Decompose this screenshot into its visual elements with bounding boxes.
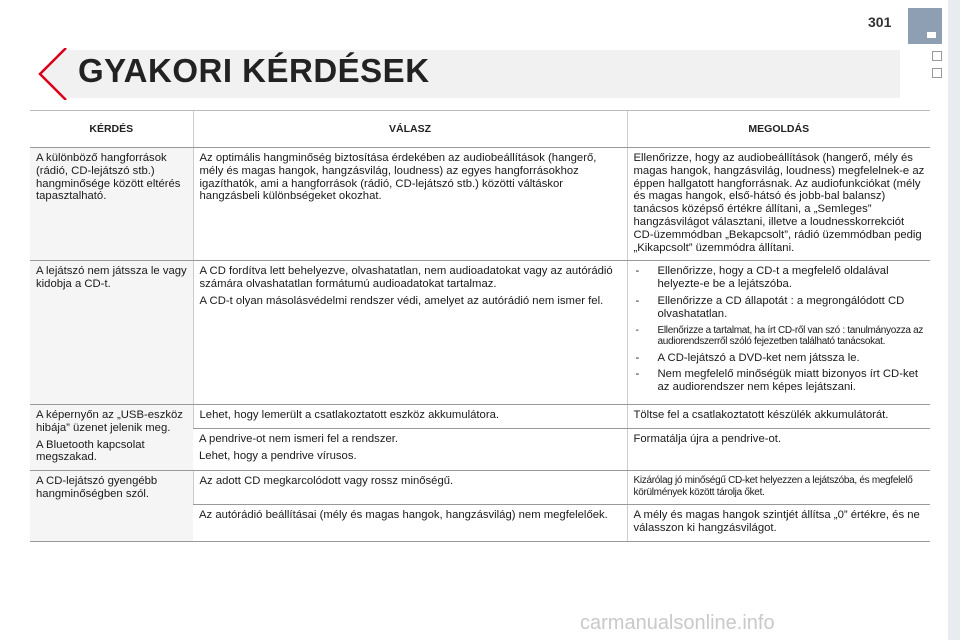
solution-list-item: - Ellenőrizze a tartalmat, ha írt CD-ről van szó : tanulmányozza az audiorendszerről szóló fejezetben található tanácsokat.	[634, 325, 927, 348]
side-checkbox-1	[932, 51, 942, 61]
answer-text: Lehet, hogy a pendrive vírusos.	[199, 450, 357, 463]
table-row	[30, 148, 930, 261]
answer-text: A CD fordítva lett behelyezve, olvashatatlan, nem audioadatokat vagy az autórádió számára olvashatatlan formátumú audioadatokat tartalmaz.	[199, 265, 613, 291]
header-question: KÉRDÉS	[30, 111, 193, 148]
solution-text: Formatálja újra a pendrive-ot.	[633, 433, 782, 446]
solution-text: Ellenőrizze, hogy az audiobeállítások (hangerő, mély és magas hangok, hangzásvilág, loudness) megfelelnek-e az éppen hallgatott hangforrásnak. Az audiofunkciókat (mély és magas hangok, első-hátsó és jobb-bal balansz) tanácsos középső értékre állítani, a „Semleges” hangzásvilágot választani, illetve a loudnesskorrekciót CD-üzemmódban „Bekapcsolt”, rádió üzemmódban pedig „Kikapcsolt” üzemmódra állítani.	[633, 152, 925, 254]
solution-cell	[627, 404, 930, 428]
header-answer: VÁLASZ	[193, 111, 627, 148]
page-title: GYAKORI KÉRDÉSEK	[78, 52, 430, 89]
solution-list-item: - Ellenőrizze, hogy a CD-t a megfelelő oldalával helyezte-e be a lejátszóba.	[634, 265, 927, 291]
solution-cell	[627, 429, 930, 471]
answer-text: Az adott CD megkarcolódott vagy rossz minőségű.	[199, 475, 454, 488]
corner-mark	[927, 32, 936, 38]
faq-table	[30, 110, 930, 542]
answer-cell	[193, 261, 627, 405]
solution-cell	[627, 261, 930, 405]
question-cell	[30, 404, 193, 470]
table-header-row	[30, 111, 930, 148]
question-text: A CD-lejátszó gyengébb hangminőségben szól.	[36, 475, 158, 500]
table-row	[30, 471, 930, 505]
solution-cell	[627, 471, 930, 505]
answer-text: Az autórádió beállításai (mély és magas hangok, hangzásvilág) nem megfelelőek.	[199, 509, 608, 522]
question-text: A különböző hangforrások (rádió, CD-lejátszó stb.) hangminősége között eltérés tapasztalható.	[36, 152, 181, 203]
corner-tab	[908, 8, 942, 44]
page-number: 301	[868, 14, 892, 30]
answer-cell	[193, 148, 627, 261]
solution-text: Kizárólag jó minőségű CD-ket helyezzen a lejátszóba, és megfelelő körülmények között tárolja őket.	[633, 475, 913, 498]
answer-text: Lehet, hogy lemerült a csatlakoztatott eszköz akkumulátora.	[199, 408, 500, 421]
table-row	[30, 404, 930, 428]
answer-cell	[193, 429, 627, 471]
answer-text: A CD-t olyan másolásvédelmi rendszer védi, amelyet az autórádió nem ismer fel.	[199, 294, 604, 307]
table-row	[30, 261, 930, 405]
watermark: carmanualsonline.info	[580, 612, 775, 634]
question-cell	[30, 148, 193, 261]
question-cell	[30, 471, 193, 542]
header-solution: MEGOLDÁS	[627, 111, 930, 148]
solution-list-item: - A CD-lejátszó a DVD-ket nem játssza le.	[634, 352, 927, 365]
solution-list-item: - Ellenőrizze a CD állapotát : a megrongálódott CD olvashatatlan.	[634, 295, 927, 321]
answer-cell	[193, 505, 627, 542]
answer-cell	[193, 471, 627, 505]
solution-text: Töltse fel a csatlakoztatott készülék akkumulátorát.	[633, 408, 889, 421]
solution-cell	[627, 148, 930, 261]
answer-text: Az optimális hangminőség biztosítása érdekében az audiobeállítások (hangerő, mély és magas hangok, hangzásvilág, loudness) az egyes hangforrásokhoz igazíthatók, ami a hangforrások (rádió, CD-lejátszó stb.) közötti váltáskor hangzásbeli különbségeket okozhat.	[199, 152, 597, 203]
side-checkbox-2	[932, 68, 942, 78]
question-text: A lejátszó nem játssza le vagy kidobja a CD-t.	[36, 265, 187, 291]
question-text: A képernyőn az „USB-eszköz hibája” üzenet jelenik meg.	[36, 408, 183, 434]
answer-cell	[193, 404, 627, 428]
solution-cell	[627, 505, 930, 542]
side-strip	[948, 0, 960, 640]
solution-list-item: - Nem megfelelő minőségük miatt bizonyos írt CD-ket az audiorendszer nem képes lejátszani.	[634, 368, 927, 394]
question-text: A Bluetooth kapcsolat megszakad.	[36, 438, 145, 464]
solution-text: A mély és magas hangok szintjét állítsa „0” értékre, és ne válasszon ki hangzásvilágot.	[633, 509, 920, 534]
question-cell	[30, 261, 193, 405]
solution-list	[634, 265, 927, 394]
answer-text: A pendrive-ot nem ismeri fel a rendszer.	[199, 433, 399, 446]
